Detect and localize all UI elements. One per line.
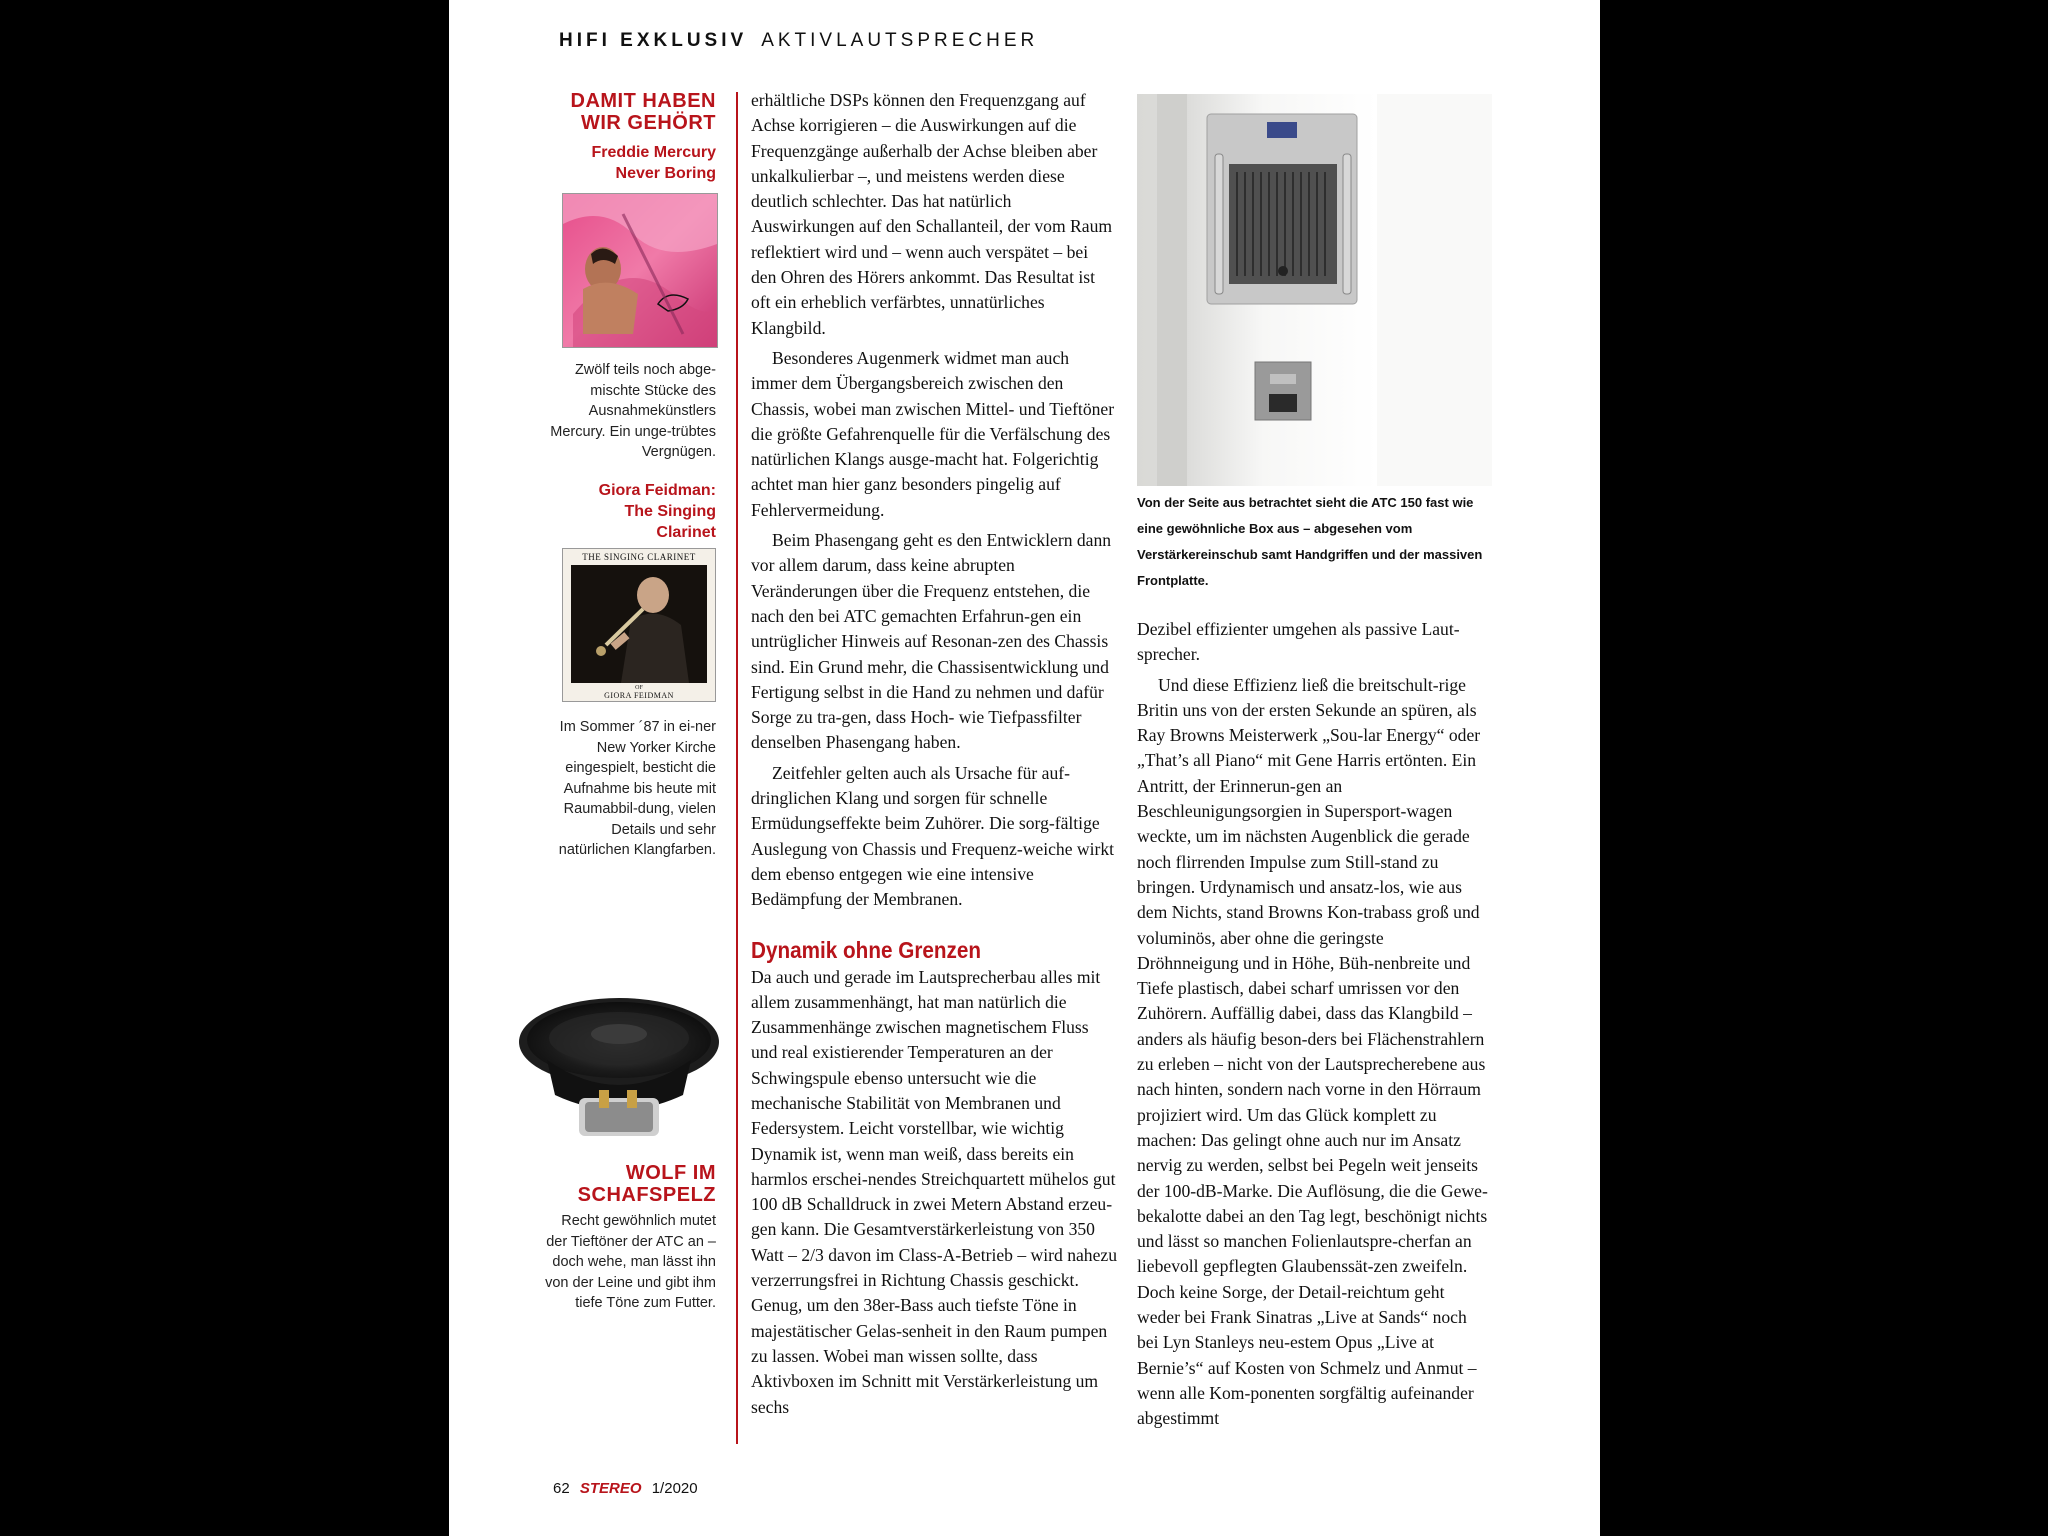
album2-cover bbox=[562, 548, 716, 702]
right-paragraph-2: Und diese Effizienz ließ die breitschult-rige Britin uns von der ersten Sekunde an spüren, als Ray Browns Meisterwerk „Sou-lar Energy“ oder „That’s all Piano“ mit Gene Harris ertönten. Ein Antritt, der Erinnerun-gen an Beschleunigungsorgien in Supersport-wagen weckte, um im nächsten Augenblick die gerade noch flirrenden Impulse zum Still-stand zu bringen. Urdynamisch und ansatz-los, wie aus dem Nichts, stand Browns Kon-trabass groß und voluminös, aber ohne die geringste Dröhnneigung und in Höhe, Büh-nenbreite und Tiefe plastisch, dabei scharf umrissen vor den Zuhörern. Auffällig dabei, dass das Klangbild – anders als häufig beson-ders bei Flächenstrahlern zu erleben – nicht von der Lautsprecherebene aus nach hinten, sondern nach vorne in den Hörraum projiziert wird. Um das Glück komplett zu machen: Das gelingt ohne auch nur im Ansatz nervig zu werden, selbst bei Pegeln weit jenseits der 100-dB-Marke. Die Auflösung, die die Gewe-bekalotte dabei an den Tag legt, beschönigt nichts und lässt so manchen Folienlautspre-cherfan an liebevoll gepflegten Glaubenssät-zen zweifeln. Doch keine Sorge, der Detail-reichtum geht weder bei Frank Sinatras „Live at Sands“ noch bei Lyn Stanleys neu-estem Opus „Live at Bernie’s“ auf Kosten von Schmelz und Anmut – wenn alle Kom-ponenten sorgfältig aufeinander abgestimmt bbox=[1137, 674, 1488, 1429]
issue-number: 1/2020 bbox=[651, 1480, 698, 1497]
mid-paragraph-5: Da auch und gerade im Lautsprecherbau alles mit allem zusammenhängt, hat man natürlich die Zusammenhänge zwischen magnetischem Fluss und real existierender Temperaturen an der Schwingspule ebenso untersucht wie die mechanische Stabilität von Membranen und Federsystem. Leicht vorstellbar, wie wichtig Dynamik ist, wenn man weiß, dass bereits ein harmlos erschei-nendes Streichquartett mühelos gut 100 dB Schalldruck in zwei Metern Abstand erzeu-gen kann. Die Gesamtverstärkerleistung von 350 Watt – 2/3 davon im Class-A-Betrieb – wird nahezu verzerrungsfrei in Richtung Chassis geschickt. Genug, um den 38er-Bass auch tiefste Töne in majestätischer Gelas-senheit in den Raum pumpen zu lassen. Wobei man wissen sollte, dass Aktivboxen im Schnitt mit Verstärkerleistung um sechs bbox=[751, 966, 1118, 1417]
wolf-caption: Recht gewöhnlich mutet der Tieftöner der ATC an – doch wehe, man lässt ihn von der Leine und gibt ihm tiefe Töne zum Futter. bbox=[545, 1213, 716, 1311]
section-heading: Dynamik ohne Grenzen bbox=[751, 936, 982, 963]
album2-cover-title: THE SINGING CLARINET bbox=[582, 552, 696, 562]
album2-cover-artist: GIORA FEIDMAN bbox=[604, 691, 674, 700]
wolf-title bbox=[529, 1162, 716, 1206]
album2-cover-of: OF bbox=[635, 685, 643, 691]
mid-paragraph-4: Zeitfehler gelten auch als Ursache für auf-dringlichen Klang und sorgen für schnelle Ermüdungseffekte beim Zuhörer. Die sorg-fältige Auslegung von Chassis und Frequenz-weiche wirkt dem ebenso entgegen wie eine intensive Bedämpfung der Membranen. bbox=[751, 762, 1115, 910]
woofer-photo bbox=[507, 990, 719, 1150]
header-topic: AKTIVLAUTSPRECHER bbox=[761, 30, 1039, 51]
sidebar-divider bbox=[736, 92, 738, 1444]
magazine-logo: STEREO bbox=[579, 1480, 642, 1497]
album2-caption: Im Sommer ´87 in ei-ner New Yorker Kirche eingespielt, besticht die Aufnahme bis heute mit Raumabbil-dung, vielen Details und sehr natürlichen Klangfarben. bbox=[558, 719, 716, 858]
album1-cover bbox=[562, 193, 718, 348]
album2-title-line1: The Singing bbox=[624, 503, 716, 520]
clarinet-player-art bbox=[571, 565, 707, 683]
wolf-title-line1: WOLF IM bbox=[625, 1162, 716, 1184]
wolf-title-line2: SCHAFSPELZ bbox=[577, 1184, 716, 1206]
heard-title-line1: DAMIT HABEN bbox=[570, 90, 716, 112]
speaker-photo-art bbox=[1137, 94, 1492, 486]
album2-cover-photo bbox=[571, 565, 707, 683]
mid-paragraph-1: erhältliche DSPs können den Frequenzgang auf Achse korrigieren – die Auswirkungen auf die Frequenzgänge außerhalb der Achse bleiben aber unkalkulierbar –, und meistens werden diese deutlich schlechter. Das hat natürlich Auswirkungen auf den Schallanteil, der vom Raum reflektiert wird und – wenn auch verspätet – bei den Ohren des Hörers ankommt. Das Resultat ist oft ein erheblich verfärbtes, unnatürliches Klangbild. bbox=[751, 90, 1113, 338]
right-column bbox=[1137, 617, 1489, 1432]
right-paragraph-1: Dezibel effizienter umgehen als passive Laut-sprecher. bbox=[1137, 619, 1460, 665]
page-footer bbox=[553, 1480, 698, 1497]
header-bold: HIFI EXKLUSIV bbox=[559, 30, 748, 51]
speaker-photo bbox=[1137, 94, 1492, 486]
album1-title: Never Boring bbox=[615, 165, 716, 182]
magazine-page bbox=[449, 0, 1600, 1536]
heard-title-line2: WIR GEHÖRT bbox=[581, 112, 716, 134]
album2-heading bbox=[529, 480, 716, 543]
album1-caption: Zwölf teils noch abge-mischte Stücke des Ausnahmekünstlers Mercury. Ein unge-trübtes Vergnügen. bbox=[550, 362, 716, 460]
section-header bbox=[559, 30, 1038, 52]
page-number: 62 bbox=[553, 1480, 570, 1497]
photo-caption: Von der Seite aus betrachtet sieht die ATC 150 fast wie eine gewöhnliche Box aus – abgesehen vom Verstärkereinschub samt Handgriffen und der massiven Frontplatte. bbox=[1137, 495, 1483, 588]
album1-heading bbox=[529, 142, 716, 184]
woofer-art bbox=[507, 990, 719, 1150]
mid-paragraph-2: Besonderes Augenmerk widmet man auch immer dem Übergangsbereich zwischen den Chassis, wobei man zwischen Mittel- und Tieftöner die größte Gefahrenquelle für die Verfälschung des natürlichen Klangs ausge-macht hat. Folgerichtig achtet man hier ganz besonders pingelig auf Fehlervermeidung. bbox=[751, 347, 1115, 520]
album2-title-line2: Clarinet bbox=[656, 524, 716, 541]
heard-title bbox=[529, 90, 716, 134]
album1-cover-art bbox=[563, 194, 717, 347]
middle-column bbox=[751, 88, 1117, 1420]
album1-artist: Freddie Mercury bbox=[591, 144, 716, 161]
album2-artist: Giora Feidman: bbox=[598, 482, 716, 499]
mid-paragraph-3: Beim Phasengang geht es den Entwicklern dann vor allem darum, dass keine abrupten Veränderungen über die Frequenz entstehen, die nach den bei ATC gemachten Erfahrun-gen ein untrüglicher Hinweis auf Resonan-zen des Chassis sind. Ein Grund mehr, die Chassisentwicklung und Fertigung selbst in die Hand zu nehmen und dafür Sorge zu tra-gen, dass Hoch- wie Tiefpassfilter denselben Phasengang haben. bbox=[751, 530, 1112, 753]
